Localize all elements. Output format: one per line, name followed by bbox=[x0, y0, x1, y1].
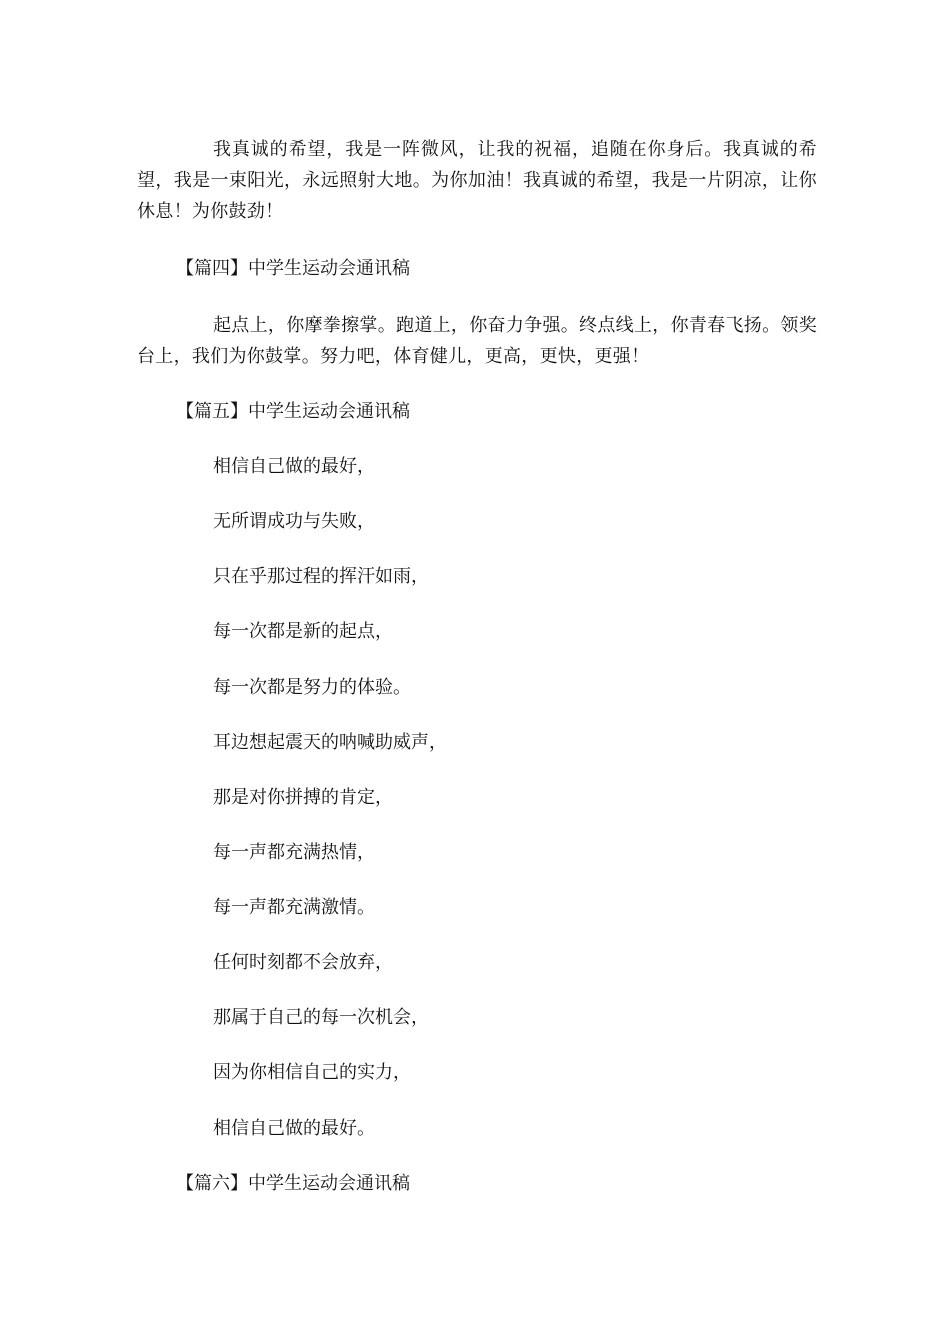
poem-line: 每一次都是新的起点， bbox=[213, 621, 393, 642]
poem-line: 每一次都是努力的体验。 bbox=[213, 677, 411, 698]
poem-line: 无所谓成功与失败， bbox=[213, 511, 375, 532]
poem-line: 相信自己做的最好， bbox=[213, 456, 375, 477]
poem-line: 每一声都充满热情， bbox=[213, 842, 375, 863]
poem-line: 耳边想起震天的呐喊助威声， bbox=[213, 732, 447, 753]
poem-line: 那是对你拼搏的肯定， bbox=[213, 787, 393, 808]
poem-line: 相信自己做的最好。 bbox=[213, 1118, 375, 1139]
paragraph-race: 起点上，你摩拳擦掌。跑道上，你奋力争强。终点线上，你青春飞扬。领奖台上，我们为你鼓掌。努力吧，体育健儿，更高，更快，更强！ bbox=[137, 315, 817, 367]
poem-line: 每一声都充满激情。 bbox=[213, 897, 375, 918]
paragraph-wish: 我真诚的希望，我是一阵微风，让我的祝福，追随在你身后。我真诚的希望，我是一束阳光，永远照射大地。为你加油！我真诚的希望，我是一片阴凉，让你休息！为你鼓劲！ bbox=[137, 139, 817, 222]
heading-part-six: 【篇六】中学生运动会通讯稿 bbox=[176, 1173, 410, 1194]
heading-part-five: 【篇五】中学生运动会通讯稿 bbox=[176, 401, 410, 422]
poem-line: 那属于自己的每一次机会， bbox=[213, 1007, 429, 1028]
poem-line: 只在乎那过程的挥汗如雨， bbox=[213, 566, 429, 587]
heading-part-four: 【篇四】中学生运动会通讯稿 bbox=[176, 258, 410, 279]
poem-line: 任何时刻都不会放弃， bbox=[213, 952, 393, 973]
poem-line: 因为你相信自己的实力， bbox=[213, 1062, 411, 1083]
